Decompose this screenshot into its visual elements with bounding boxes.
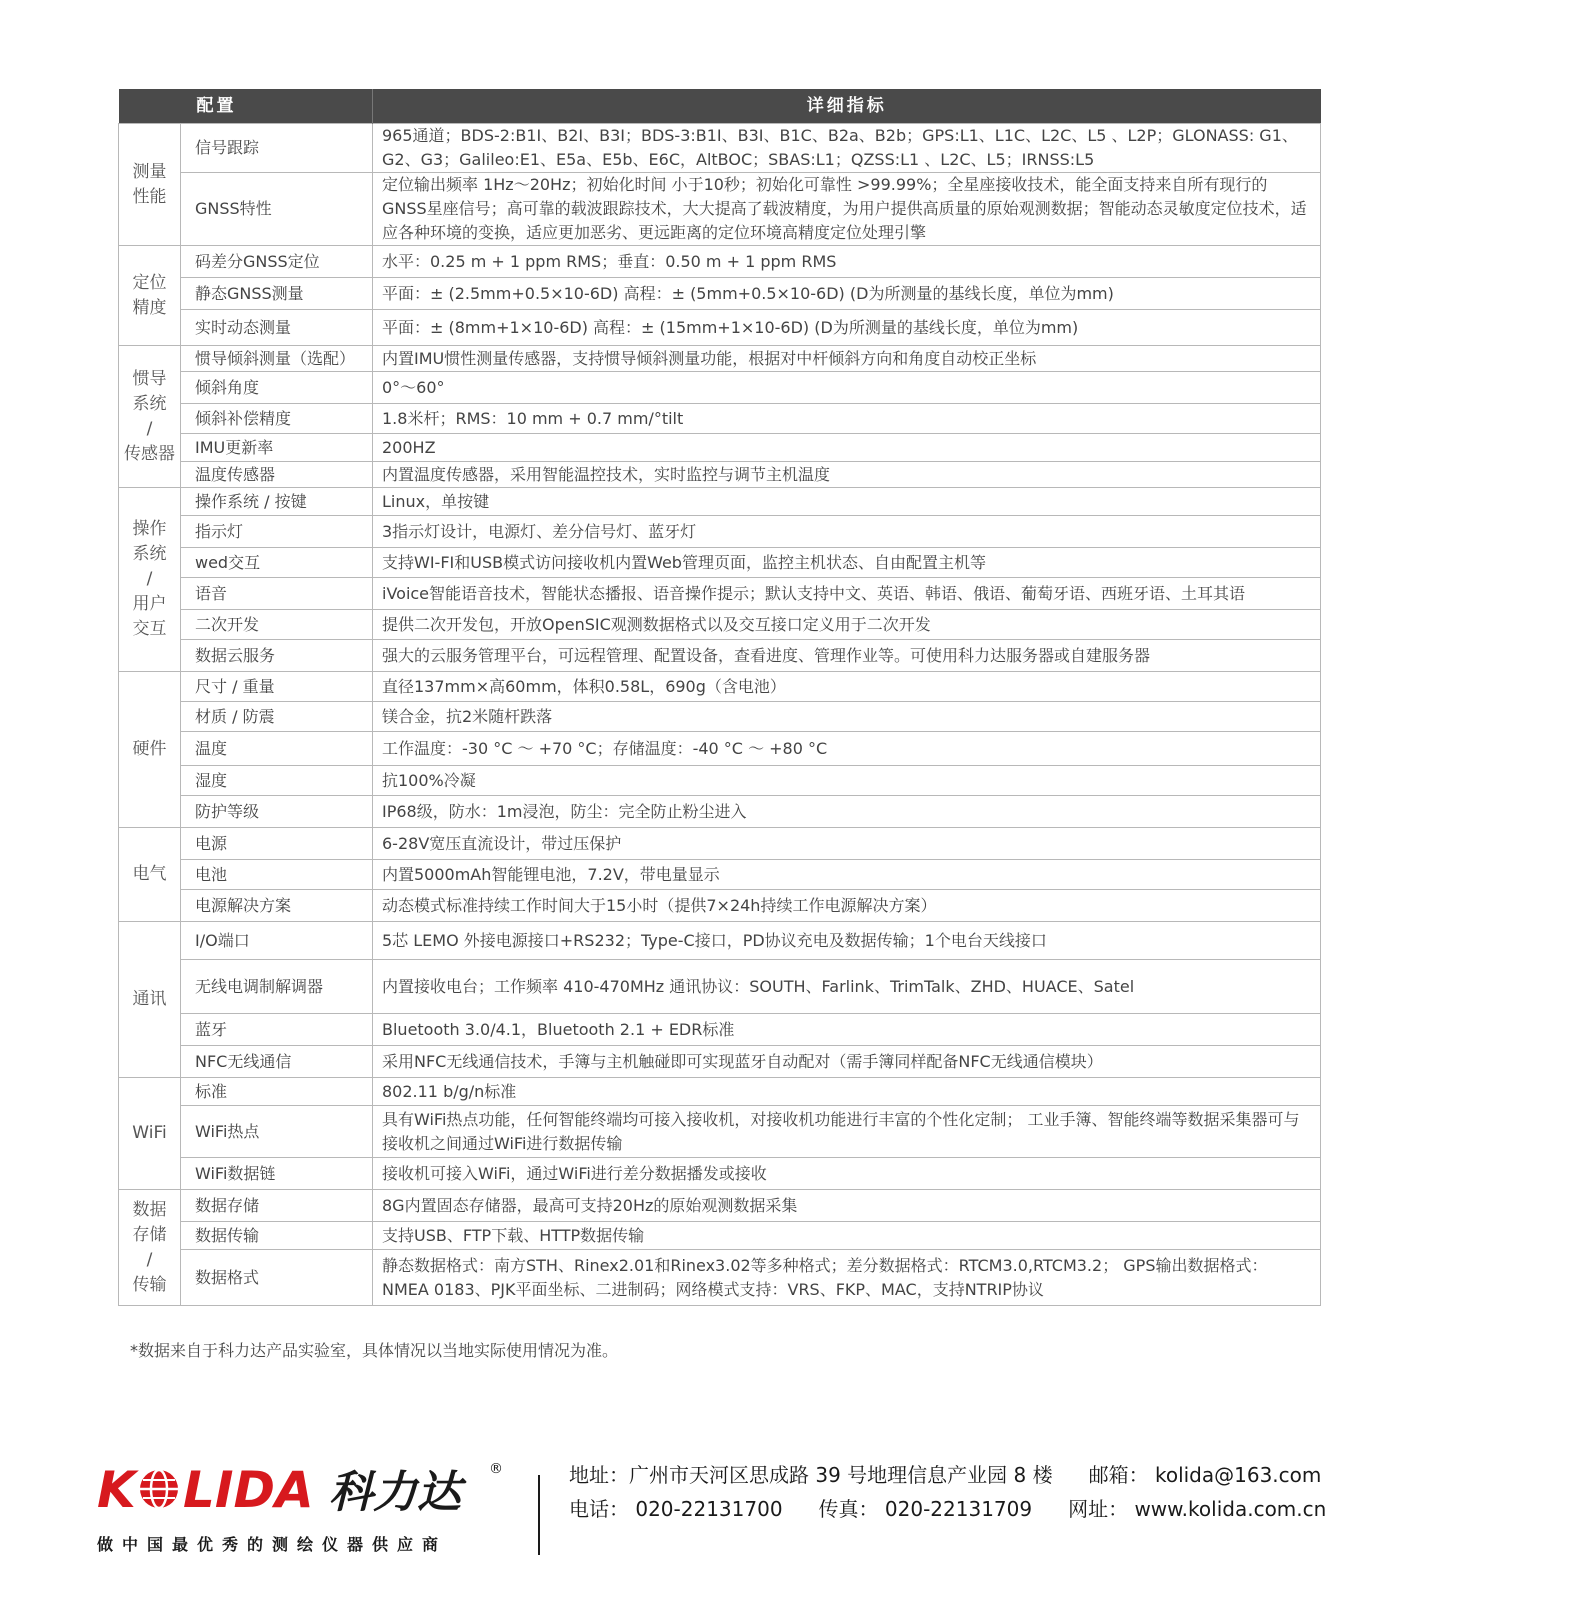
logo-letters: LIDA [183,1461,314,1519]
registered-mark: ® [489,1461,503,1477]
footer-divider [538,1475,540,1555]
table-row [119,672,1321,702]
table-row [119,610,1321,640]
item-cell: 数据存储 [181,1190,373,1222]
detail-cell: 内置温度传感器，采用智能温控技术，实时监控与调节主机温度 [373,462,1321,488]
item-cell: wed交互 [181,548,373,578]
item-cell: 无线电调制解调器 [181,960,373,1014]
item-cell: 实时动态测量 [181,310,373,346]
email-text[interactable]: 邮箱： kolida@163.com [1088,1463,1322,1487]
item-cell: 数据云服务 [181,640,373,672]
table-row [119,578,1321,610]
item-cell: 防护等级 [181,796,373,828]
item-cell: 标准 [181,1078,373,1106]
tagline: 做中国最优秀的测绘仪器供应商 [97,1535,448,1554]
table-row [119,702,1321,732]
item-cell: 二次开发 [181,610,373,640]
website-text[interactable]: 网址： www.kolida.com.cn [1068,1497,1327,1521]
address-text: 地址：广州市天河区思成路 39 号地理信息产业园 8 楼 [569,1463,1053,1487]
category-cell: 操作 系统 / 用户 交互 [119,488,181,672]
fax-text: 传真： 020-22131709 [818,1497,1033,1521]
table-row [119,310,1321,346]
category-cell: 数据 存储 / 传输 [119,1190,181,1306]
item-cell: 操作系统 / 按键 [181,488,373,516]
detail-cell: 强大的云服务管理平台，可远程管理、配置设备，查看进度、管理作业等。可使用科力达服务器或自建服务器 [373,640,1321,672]
detail-cell: 提供二次开发包，开放OpenSIC观测数据格式以及交互接口定义用于二次开发 [373,610,1321,640]
detail-cell: 动态模式标准持续工作时间大于15小时（提供7×24h持续工作电源解决方案） [373,890,1321,922]
table-row [119,1250,1321,1306]
item-cell: 静态GNSS测量 [181,278,373,310]
header-config: 配置 [119,89,373,124]
item-cell: 数据格式 [181,1250,373,1306]
item-cell: 倾斜补偿精度 [181,404,373,434]
table-row [119,796,1321,828]
item-cell: WiFi数据链 [181,1158,373,1190]
table-row [119,732,1321,766]
detail-cell: 定位输出频率 1Hz～20Hz；初始化时间 小于10秒；初始化可靠性 >99.99%；全星座接收技术，能全面支持来自所有现行的GNSS星座信号；高可靠的载波跟踪技术，大大提高了载波精度，为用户提供高质量的原始观测数据；智能动态灵敏度定位技术，适应各种环境的变换，适应更加恶劣、更远距离的定位环境高精度定位处理引擎 [373,173,1321,246]
detail-cell: 内置IMU惯性测量传感器，支持惯导倾斜测量功能，根据对中杆倾斜方向和角度自动校正坐标 [373,346,1321,372]
spec-table [118,89,1321,1306]
item-cell: 尺寸 / 重量 [181,672,373,702]
detail-cell: 6-28V宽压直流设计，带过压保护 [373,828,1321,860]
footnote: *数据来自于科力达产品实验室，具体情况以当地实际使用情况为准。 [130,1341,619,1360]
item-cell: 数据传输 [181,1222,373,1250]
table-row [119,860,1321,890]
table-row [119,766,1321,796]
logo-chinese: 科力达 [329,1467,461,1518]
table-row [119,1014,1321,1046]
table-row [119,434,1321,462]
table-row [119,548,1321,578]
item-cell: 惯导倾斜测量（选配） [181,346,373,372]
item-cell: 电源 [181,828,373,860]
globe-icon [140,1470,178,1508]
detail-cell: 采用NFC无线通信技术，手簿与主机触碰即可实现蓝牙自动配对（需手簿同样配备NFC无线通信模块） [373,1046,1321,1078]
category-cell: 硬件 [119,672,181,828]
category-cell: 惯导 系统 / 传感器 [119,346,181,488]
logo-letter-k: K [97,1461,136,1519]
contact-line-1 [569,1459,1357,1488]
table-row [119,246,1321,278]
detail-cell: 平面：± (8mm+1×10-6D) 高程：± (15mm+1×10-6D) (D为所测量的基线长度，单位为mm) [373,310,1321,346]
table-row [119,278,1321,310]
item-cell: 码差分GNSS定位 [181,246,373,278]
footer [0,1455,1577,1565]
detail-cell: 工作温度：-30 °C ～ +70 °C；存储温度：-40 °C ～ +80 °C [373,732,1321,766]
detail-cell: Linux，单按键 [373,488,1321,516]
item-cell: 语音 [181,578,373,610]
table-row [119,516,1321,548]
table-row [119,488,1321,516]
detail-cell: 支持USB、FTP下载、HTTP数据传输 [373,1222,1321,1250]
phone-text: 电话： 020-22131700 [569,1497,783,1521]
table-row [119,173,1321,246]
detail-cell: 802.11 b/g/n标准 [373,1078,1321,1106]
detail-cell: 3指示灯设计，电源灯、差分信号灯、蓝牙灯 [373,516,1321,548]
contact-line-2 [569,1493,1362,1522]
detail-cell: 0°～60° [373,372,1321,404]
detail-cell: 平面：± (2.5mm+0.5×10-6D) 高程：± (5mm+0.5×10-6D) (D为所测量的基线长度，单位为mm) [373,278,1321,310]
detail-cell: 抗100%冷凝 [373,766,1321,796]
detail-cell: 接收机可接入WiFi，通过WiFi进行差分数据播发或接收 [373,1158,1321,1190]
item-cell: 信号跟踪 [181,124,373,173]
detail-cell: IP68级，防水：1m浸泡，防尘：完全防止粉尘进入 [373,796,1321,828]
category-cell: WiFi [119,1078,181,1190]
header-detail: 详细指标 [373,89,1321,124]
table-row [119,640,1321,672]
table-row [119,1078,1321,1106]
detail-cell: 5芯 LEMO 外接电源接口+RS232；Type-C接口，PD协议充电及数据传输；1个电台天线接口 [373,922,1321,960]
detail-cell: 内置5000mAh智能锂电池，7.2V，带电量显示 [373,860,1321,890]
item-cell: NFC无线通信 [181,1046,373,1078]
table-header-row [119,89,1321,124]
item-cell: 温度传感器 [181,462,373,488]
item-cell: 蓝牙 [181,1014,373,1046]
item-cell: 电源解决方案 [181,890,373,922]
table-row [119,124,1321,173]
detail-cell: 水平：0.25 m + 1 ppm RMS；垂直：0.50 m + 1 ppm RMS [373,246,1321,278]
table-row [119,922,1321,960]
table-row [119,828,1321,860]
item-cell: I/O端口 [181,922,373,960]
detail-cell: 具有WiFi热点功能，任何智能终端均可接入接收机，对接收机功能进行丰富的个性化定制； 工业手簿、智能终端等数据采集器可与接收机之间通过WiFi进行数据传输 [373,1106,1321,1158]
item-cell: 湿度 [181,766,373,796]
table-row [119,960,1321,1014]
table-row [119,1106,1321,1158]
item-cell: GNSS特性 [181,173,373,246]
kolida-logo [97,1455,517,1525]
detail-cell: 直径137mm×高60mm，体积0.58L，690g（含电池） [373,672,1321,702]
spec-body [119,124,1321,1306]
category-cell: 测量 性能 [119,124,181,246]
table-row [119,1222,1321,1250]
detail-cell: 静态数据格式：南方STH、Rinex2.01和Rinex3.02等多种格式；差分数据格式：RTCM3.0,RTCM3.2； GPS输出数据格式：NMEA 0183、PJK平面坐标、二进制码；网络模式支持：VRS、FKP、MAC，支持NTRIP协议 [373,1250,1321,1306]
table-row [119,372,1321,404]
table-row [119,346,1321,372]
detail-cell: 镁合金，抗2米随杆跌落 [373,702,1321,732]
detail-cell: iVoice智能语音技术，智能状态播报、语音操作提示；默认支持中文、英语、韩语、俄语、葡萄牙语、西班牙语、土耳其语 [373,578,1321,610]
table-row [119,404,1321,434]
item-cell: 电池 [181,860,373,890]
item-cell: 指示灯 [181,516,373,548]
detail-cell: 1.8米杆；RMS：10 mm + 0.7 mm/°tilt [373,404,1321,434]
table-row [119,462,1321,488]
table-row [119,890,1321,922]
category-cell: 通讯 [119,922,181,1078]
category-cell: 定位 精度 [119,246,181,346]
table-row [119,1158,1321,1190]
item-cell: WiFi热点 [181,1106,373,1158]
detail-cell: 200HZ [373,434,1321,462]
detail-cell: 支持WI-FI和USB模式访问接收机内置Web管理页面，监控主机状态、自由配置主机等 [373,548,1321,578]
detail-cell: 内置接收电台；工作频率 410-470MHz 通讯协议：SOUTH、Farlink、TrimTalk、ZHD、HUACE、Satel [373,960,1321,1014]
detail-cell: 8G内置固态存储器，最高可支持20Hz的原始观测数据采集 [373,1190,1321,1222]
table-row [119,1190,1321,1222]
item-cell: 材质 / 防震 [181,702,373,732]
table-row [119,1046,1321,1078]
item-cell: 倾斜角度 [181,372,373,404]
detail-cell: Bluetooth 3.0/4.1，Bluetooth 2.1 + EDR标准 [373,1014,1321,1046]
category-cell: 电气 [119,828,181,922]
item-cell: IMU更新率 [181,434,373,462]
detail-cell: 965通道；BDS-2:B1I、B2I、B3I；BDS-3:B1I、B3I、B1C、B2a、B2b；GPS:L1、L1C、L2C、L5 、L2P；GLONASS: G1、G2、G3；Galileo:E1、E5a、E5b、E6C，AltBOC；SBAS:L1；QZSS:L1 、L2C、L5；IRNSS:L5 [373,124,1321,173]
item-cell: 温度 [181,732,373,766]
